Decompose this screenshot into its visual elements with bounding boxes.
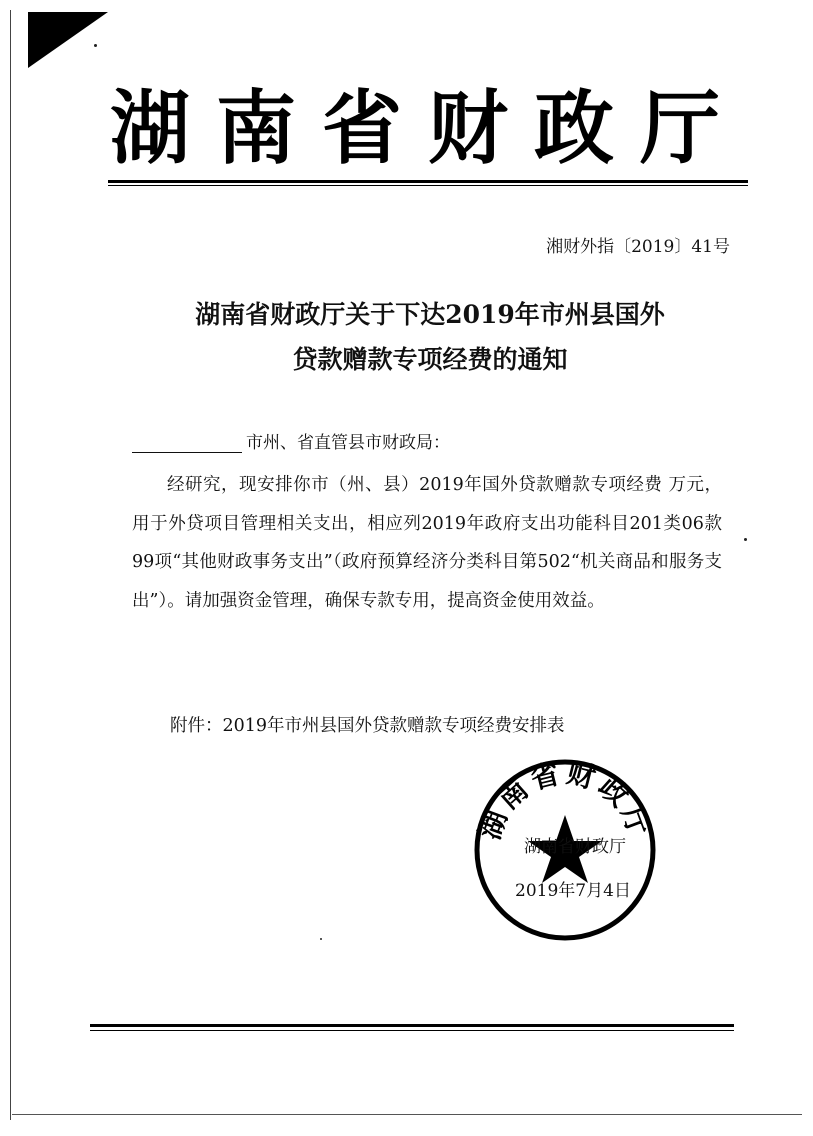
addressee-line	[132, 428, 732, 453]
scan-corner-artifact	[28, 12, 108, 68]
scan-speck	[744, 538, 747, 541]
issue-date: 2019年7月4日	[515, 881, 631, 901]
footer-rule-thick	[90, 1024, 734, 1027]
scan-speck	[94, 44, 97, 47]
page-bottom-line	[12, 1114, 802, 1115]
seal-text: 湖南省财政厅	[473, 757, 657, 844]
addressee-blank	[132, 438, 242, 453]
masthead-rule-thin	[108, 185, 748, 186]
document-number: 湘财外指〔2019〕41号	[546, 237, 730, 257]
footer-rule-thin	[90, 1030, 734, 1031]
attachment-line: 附件：2019年市州县国外贷款赠款专项经费安排表	[170, 716, 565, 736]
issuer-name: 湖南省财政厅	[524, 837, 626, 857]
masthead-rule-thick	[108, 180, 748, 183]
body-text	[132, 466, 722, 620]
title-line-2: 贷款赠款专项经费的通知	[292, 345, 568, 374]
addressee-text: 市州、省直管县市财政局：	[246, 433, 450, 453]
title-line-1: 湖南省财政厅关于下达2019年市州县国外	[195, 300, 665, 329]
body-paragraph: 经研究，现安排你市（州、县）2019年国外贷款赠款专项经费 万元，用于外贷项目管理相关支出，相应列2019年政府支出功能科目201类06款99项“其他财政事务支出”（政府预算经济分类科目第502“机关商品和服务支出”）。请加强资金管理，确保专款专用，提高资金使用效益。	[132, 475, 722, 611]
scan-speck	[320, 938, 322, 940]
scan-edge-line	[10, 10, 11, 1120]
document-title	[110, 292, 750, 382]
masthead-title: 湖南省财政厅	[110, 81, 746, 175]
